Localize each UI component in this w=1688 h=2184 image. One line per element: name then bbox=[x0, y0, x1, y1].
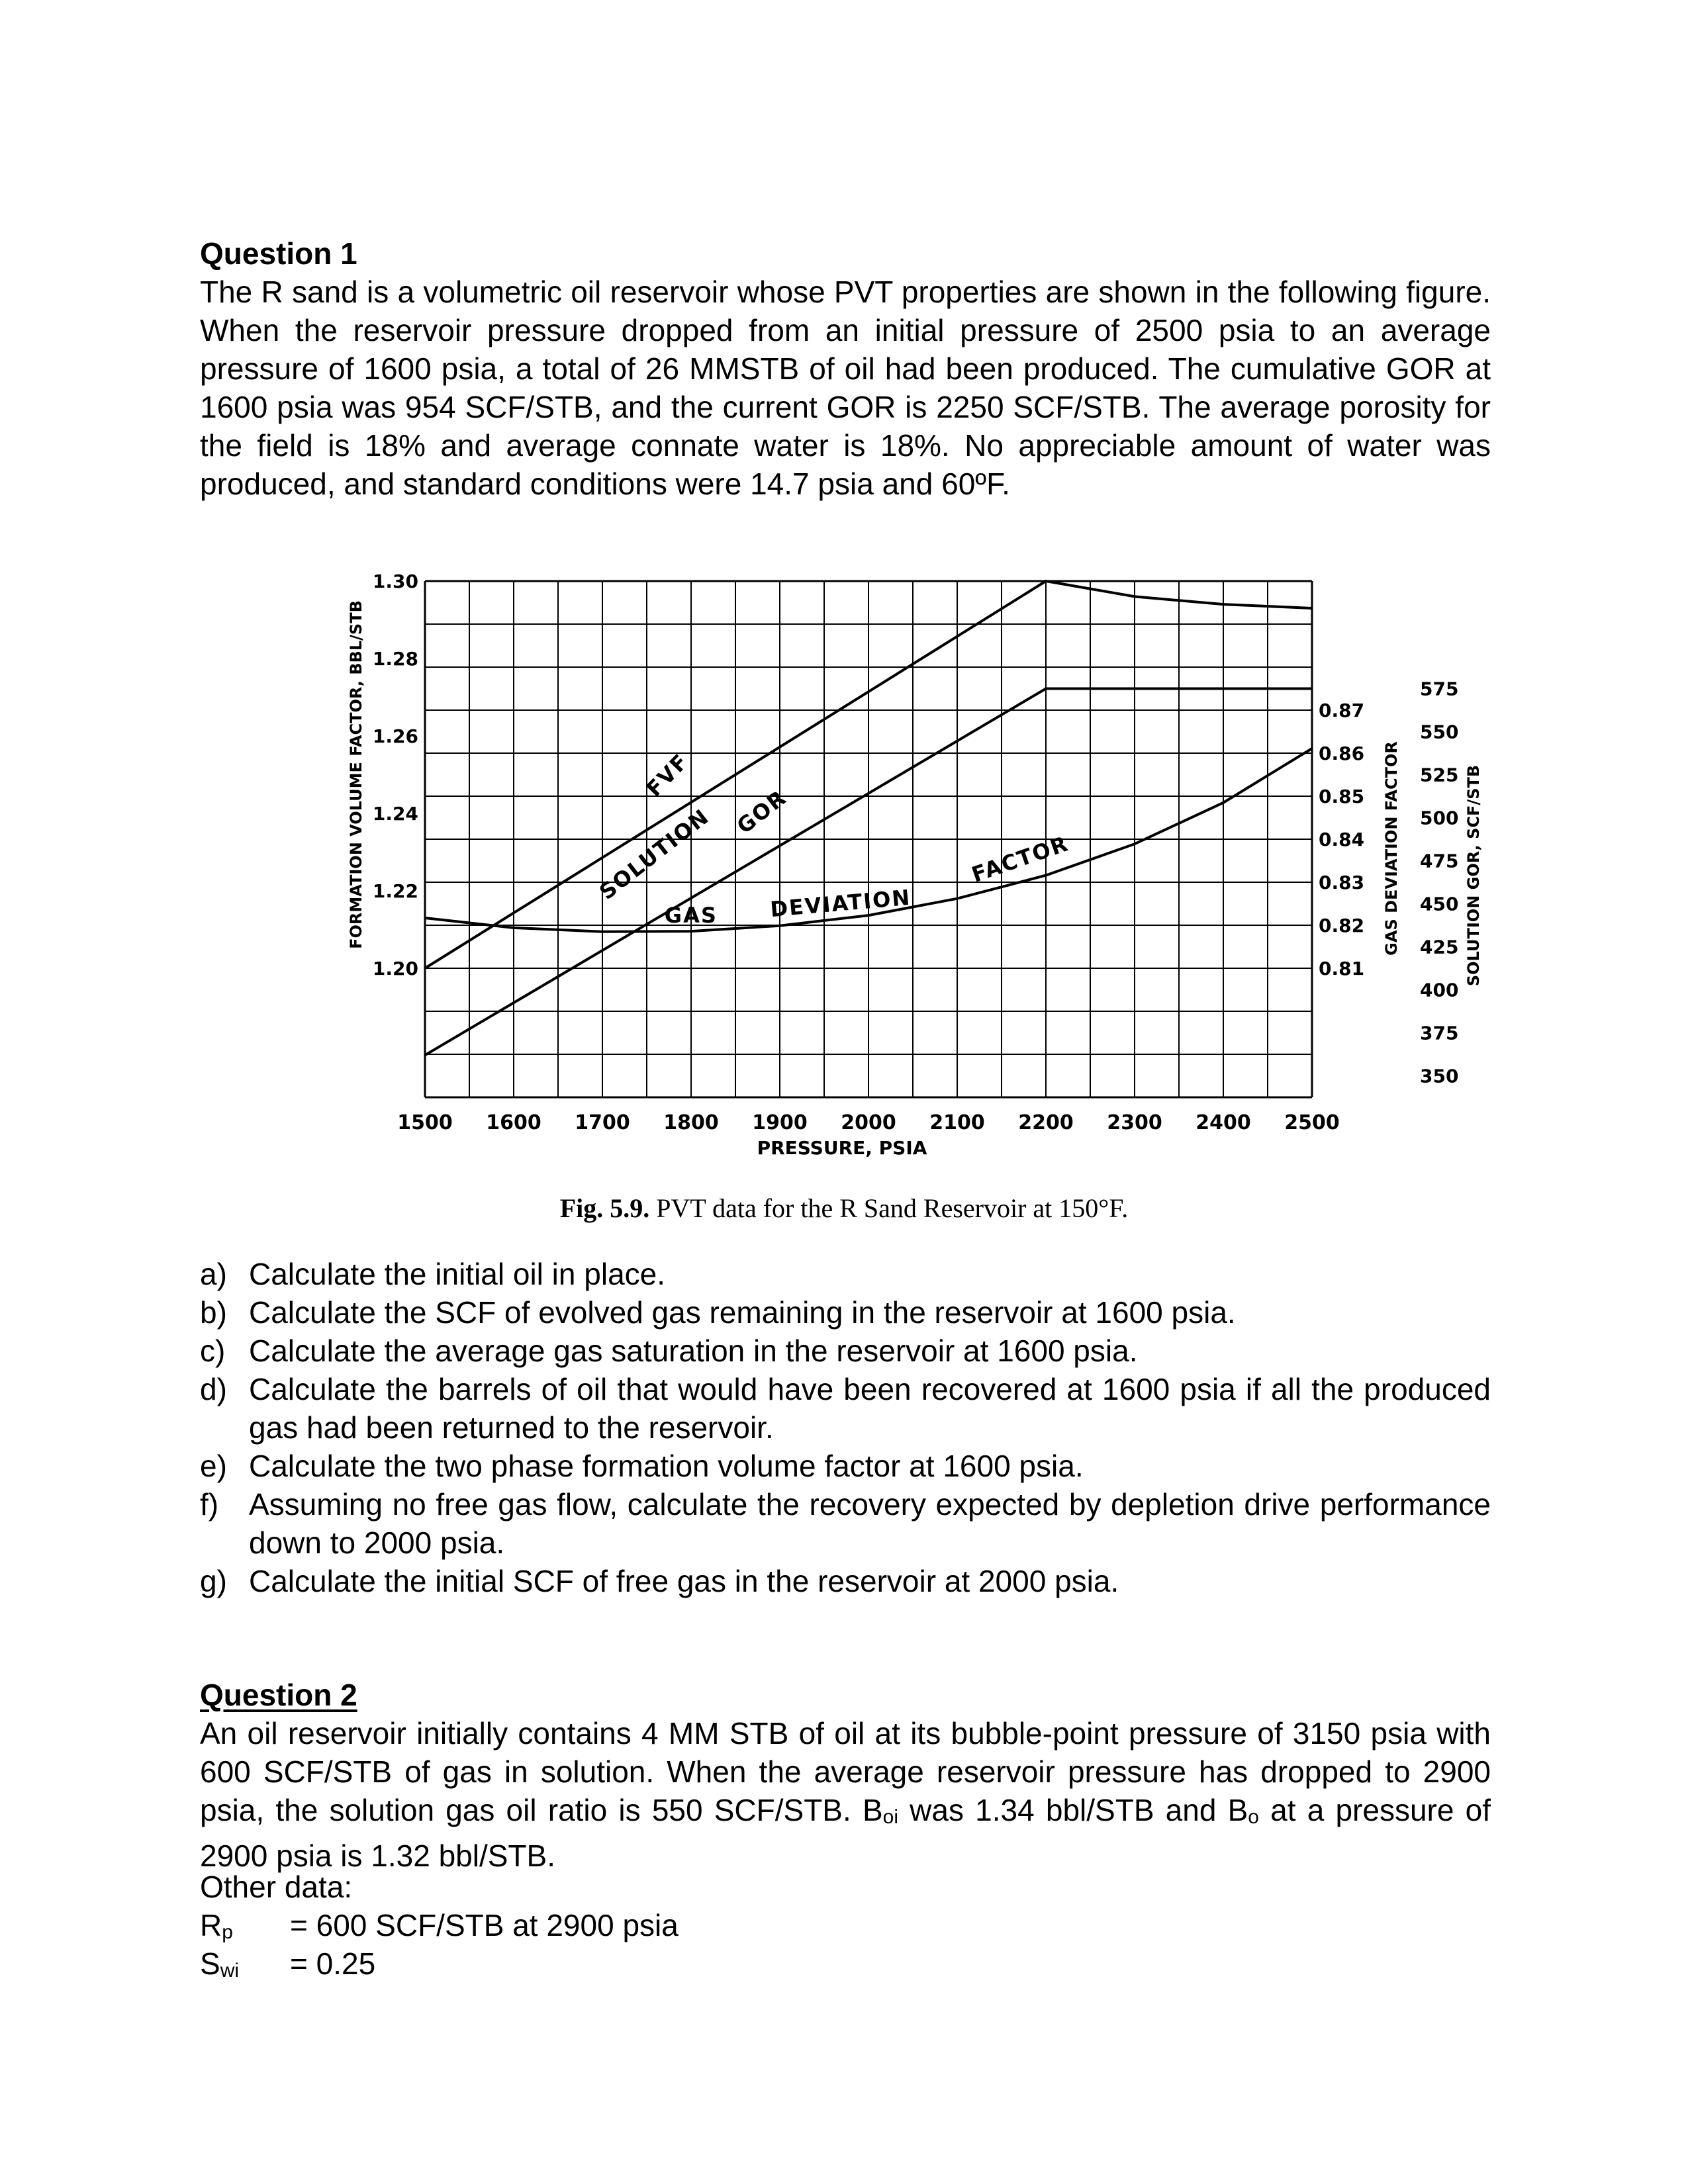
x-tick-label: 1800 bbox=[663, 1111, 719, 1134]
y-right-tick-label: 525 bbox=[1420, 764, 1459, 786]
question-1-intro: The R sand is a volumetric oil reservoir whose PVT properties are shown in the following figure. When the reservoir pressure dropped from an initial pressure of 2500 psia to an average pressure of 1600 psia, a total of 26 MMSTB of oil had been produced. The cumulative GOR at 1600 psia was 954 SCF/STB, and the current GOR is 2250 SCF/STB. The average porosity for the field is 18% and average connate water is 18%. No appreciable amount of water was produced, and standard conditions were 14.7 psia and 60ºF. bbox=[200, 275, 1491, 501]
y-left-tick-label: 1.26 bbox=[372, 725, 418, 747]
list-item-label: f) bbox=[200, 1487, 219, 1522]
data-symbol bbox=[200, 1944, 290, 1990]
y-right-tick-label: 425 bbox=[1420, 936, 1459, 958]
question-1-title: Question 1 bbox=[200, 236, 357, 271]
question-2-intro-sub: o bbox=[1248, 1806, 1259, 1828]
y-right-tick-label: 350 bbox=[1420, 1065, 1459, 1087]
list-item bbox=[200, 1332, 1491, 1370]
list-item-label: c) bbox=[200, 1334, 226, 1368]
y-mid-tick-label: 0.81 bbox=[1319, 958, 1365, 979]
curve-label-fvf: FVF bbox=[641, 749, 694, 802]
y-left-tick-label: 1.20 bbox=[372, 958, 418, 979]
list-item-text: Calculate the initial SCF of free gas in the reservoir at 2000 psia. bbox=[249, 1564, 1119, 1598]
list-item-label: a) bbox=[200, 1257, 227, 1291]
y-right-tick-label: 500 bbox=[1420, 807, 1459, 829]
curve-label-gas: GAS bbox=[664, 902, 718, 928]
list-item-text: Calculate the two phase formation volume factor at 1600 psia. bbox=[249, 1449, 1084, 1483]
curve-label-factor: FACTOR bbox=[968, 831, 1072, 887]
y-right-tick-label: 550 bbox=[1420, 721, 1459, 743]
list-item-text: Calculate the barrels of oil that would have been recovered at 1600 psia if all the produced gas had been returned to the reservoir. bbox=[249, 1372, 1491, 1445]
y-mid-tick-label: 0.86 bbox=[1319, 743, 1365, 764]
data-symbol-sub: wi bbox=[220, 1960, 240, 1981]
list-item-label: b) bbox=[200, 1295, 227, 1330]
y-right-axis-label: SOLUTION GOR, SCF/STB bbox=[1464, 764, 1483, 987]
list-item bbox=[200, 1293, 1491, 1332]
y-mid-tick-label: 0.83 bbox=[1319, 872, 1365, 893]
data-symbol-main: S bbox=[200, 1946, 220, 1981]
list-item-text: Calculate the average gas saturation in the reservoir at 1600 psia. bbox=[249, 1334, 1138, 1368]
pvt-chart bbox=[331, 556, 1509, 1191]
y-right-tick-label: 450 bbox=[1420, 893, 1459, 915]
other-data-label: Other data: bbox=[200, 1870, 353, 1904]
question-2-intro-part: An oil reservoir initially contains 4 MM STB of oil at its bubble-point pressure of 3150 psia with 600 SCF/STB of gas in solution. When the average reservoir pressure has dropped to 2900 psia, the solution gas oil ratio is 550 SCF/STB. B bbox=[200, 1716, 1491, 1827]
y-mid-axis-label: GAS DEVIATION FACTOR bbox=[1382, 741, 1401, 956]
question-2-intro bbox=[200, 1714, 1491, 1875]
list-item bbox=[200, 1485, 1491, 1562]
question-1-parts bbox=[200, 1255, 1491, 1600]
x-tick-label: 1700 bbox=[575, 1111, 630, 1134]
list-item-text: Assuming no free gas flow, calculate the recovery expected by depletion drive performance down to 2000 psia. bbox=[249, 1487, 1491, 1560]
x-tick-label: 2100 bbox=[929, 1111, 985, 1134]
curve-label-solution: SOLUTION bbox=[594, 803, 714, 905]
figure-caption-text: PVT data for the R Sand Reservoir at 150°F. bbox=[656, 1193, 1129, 1223]
x-tick-label: 2300 bbox=[1107, 1111, 1162, 1134]
y-right-tick-label: 475 bbox=[1420, 850, 1459, 872]
y-mid-tick-label: 0.84 bbox=[1319, 829, 1365, 850]
question-2-intro-part: at a pressure of 2900 psia is 1.32 bbl/STB. bbox=[200, 1793, 1491, 1873]
y-right-tick-label: 575 bbox=[1420, 678, 1459, 700]
figure-caption-label: Fig. 5.9. bbox=[559, 1193, 650, 1223]
list-item-text: Calculate the initial oil in place. bbox=[249, 1257, 666, 1291]
x-tick-label: 2200 bbox=[1018, 1111, 1074, 1134]
y-left-tick-label: 1.28 bbox=[372, 648, 418, 670]
y-left-tick-label: 1.30 bbox=[372, 570, 418, 592]
x-tick-label: 1600 bbox=[486, 1111, 541, 1134]
curve-label-gor: GOR bbox=[731, 784, 792, 839]
data-symbol-sub: p bbox=[222, 1921, 233, 1943]
y-left-axis-label: FORMATION VOLUME FACTOR, BBL/STB bbox=[347, 600, 365, 949]
data-symbol-main: R bbox=[200, 1908, 222, 1942]
list-item-label: g) bbox=[200, 1564, 227, 1598]
question-2-intro-part: was 1.34 bbl/STB and B bbox=[898, 1793, 1248, 1827]
x-axis-label: PRESSURE, PSIA bbox=[757, 1137, 927, 1159]
question-2-title: Question 2 bbox=[200, 1678, 357, 1712]
x-tick-label: 2500 bbox=[1284, 1111, 1340, 1134]
y-mid-tick-label: 0.87 bbox=[1319, 700, 1365, 721]
figure-caption bbox=[0, 1191, 1688, 1226]
y-left-tick-label: 1.22 bbox=[372, 880, 418, 902]
data-value: = 600 SCF/STB at 2900 psia bbox=[290, 1908, 679, 1942]
y-right-tick-label: 400 bbox=[1420, 979, 1459, 1001]
x-tick-label: 1500 bbox=[397, 1111, 453, 1134]
list-item bbox=[200, 1562, 1491, 1600]
y-mid-tick-label: 0.85 bbox=[1319, 786, 1365, 807]
y-right-tick-label: 375 bbox=[1420, 1022, 1459, 1044]
x-tick-label: 2000 bbox=[841, 1111, 896, 1134]
data-row-swi bbox=[200, 1944, 375, 1990]
list-item bbox=[200, 1370, 1491, 1447]
data-value: = 0.25 bbox=[290, 1946, 376, 1981]
list-item-label: d) bbox=[200, 1372, 227, 1406]
list-item-text: Calculate the SCF of evolved gas remaining in the reservoir at 1600 psia. bbox=[249, 1295, 1236, 1330]
y-mid-tick-label: 0.82 bbox=[1319, 915, 1365, 936]
x-tick-label: 2400 bbox=[1196, 1111, 1251, 1134]
question-2-intro-sub: oi bbox=[882, 1806, 898, 1828]
x-tick-label: 1900 bbox=[752, 1111, 808, 1134]
list-item bbox=[200, 1255, 1491, 1293]
list-item bbox=[200, 1447, 1491, 1485]
y-left-tick-label: 1.24 bbox=[372, 803, 418, 825]
curve-label-deviation: DEVIATION bbox=[769, 884, 912, 923]
list-item-label: e) bbox=[200, 1449, 227, 1483]
